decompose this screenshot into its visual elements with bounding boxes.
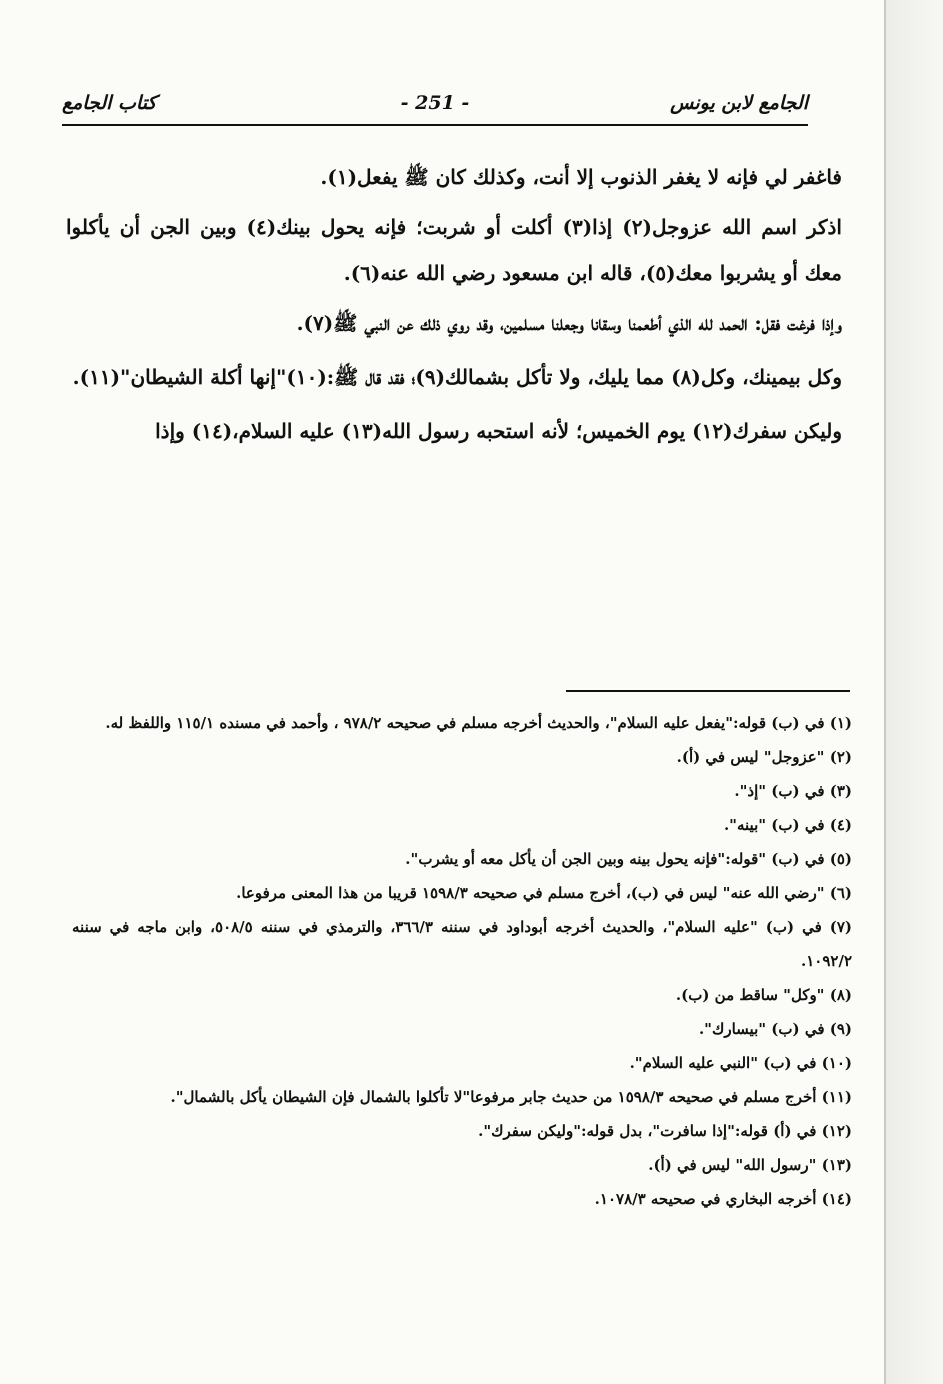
footnote: (٢) "عزوجل" ليس في (أ). — [676, 748, 852, 766]
footnote: (١) في (ب) قوله:"يفعل عليه السلام"، والحديث أخرجه مسلم في صحيحه ٩٧٨/٢ ، وأحمد في مسنده ١١٥/١ واللفظ له. — [105, 714, 852, 732]
paragraph: وليكن سفرك(١٢) يوم الخميس؛ لأنه استحبه رسول الله(١٣) عليه السلام،(١٤) وإذا — [155, 419, 842, 443]
main-text — [66, 154, 842, 458]
footnote: (٣) في (ب) "إذ". — [734, 782, 852, 800]
footnote: (٤) في (ب) "بينه". — [723, 816, 852, 834]
footnote: (١٤) أخرجه البخاري في صحيحه ١٠٧٨/٣. — [594, 1190, 852, 1208]
footnotes — [72, 706, 852, 1216]
page-header — [62, 92, 808, 124]
paragraph: وكل بيمينك، وكل(٨) مما يليك، ولا تأكل بشمالك(٩)؛ فقد قال ﷺ:(١٠)"إنها أكلة الشيطان"(١١). — [72, 365, 842, 389]
footnote: (٥) في (ب) "قوله:"فإنه يحول بينه وبين الجن أن يأكل معه أو يشرب". — [405, 850, 852, 868]
header-rule — [62, 124, 808, 126]
page-number: - 251 - — [400, 92, 470, 114]
footnote-separator — [566, 690, 850, 692]
footnote: (٨) "وكل" ساقط من (ب). — [675, 986, 852, 1004]
paragraph: وإذا فرغت فقل: الحمد لله الذي أطعمنا وسقانا وجعلنا مسلمين، وقد روي ذلك عن النبي ﷺ(٧). — [296, 311, 842, 335]
footnote: (١٠) في (ب) "النبي عليه السلام". — [629, 1054, 852, 1072]
footnote: (١١) أخرج مسلم في صحيحه ١٥٩٨/٣ من حديث جابر مرفوعا"لا تأكلوا بالشمال فإن الشيطان يأكل بالشمال". — [170, 1088, 852, 1106]
page-edge-shadow — [886, 0, 943, 1384]
paragraph: اذكر اسم الله عزوجل(٢) إذا(٣) أكلت أو شربت؛ فإنه يحول بينك(٤) وبين الجن أن يأكلوا معك أو يشربوا معك(٥)، قاله ابن مسعود رضي الله عنه(٦). — [66, 215, 842, 285]
footnote: (١٢) في (أ) قوله:"إذا سافرت"، بدل قوله:"وليكن سفرك". — [478, 1122, 852, 1140]
book-title: الجامع لابن يونس — [670, 92, 808, 114]
footnote: (٦) "رضي الله عنه" ليس في (ب)، أخرج مسلم في صحيحه ١٥٩٨/٣ قريبا من هذا المعنى مرفوعا. — [236, 884, 852, 902]
paragraph: فاغفر لي فإنه لا يغفر الذنوب إلا أنت، وكذلك كان ﷺ يفعل(١). — [320, 165, 842, 189]
section-title: كتاب الجامع — [62, 92, 157, 114]
footnote: (٩) في (ب) "بيسارك". — [698, 1020, 852, 1038]
footnote: (١٣) "رسول الله" ليس في (أ). — [648, 1156, 852, 1174]
footnote: (٧) في (ب) "عليه السلام"، والحديث أخرجه أبوداود في سننه ٣٦٦/٣، والترمذي في سننه ٥٠٨/٥، وابن ماجه في سننه ١٠٩٢/٢. — [72, 918, 852, 970]
